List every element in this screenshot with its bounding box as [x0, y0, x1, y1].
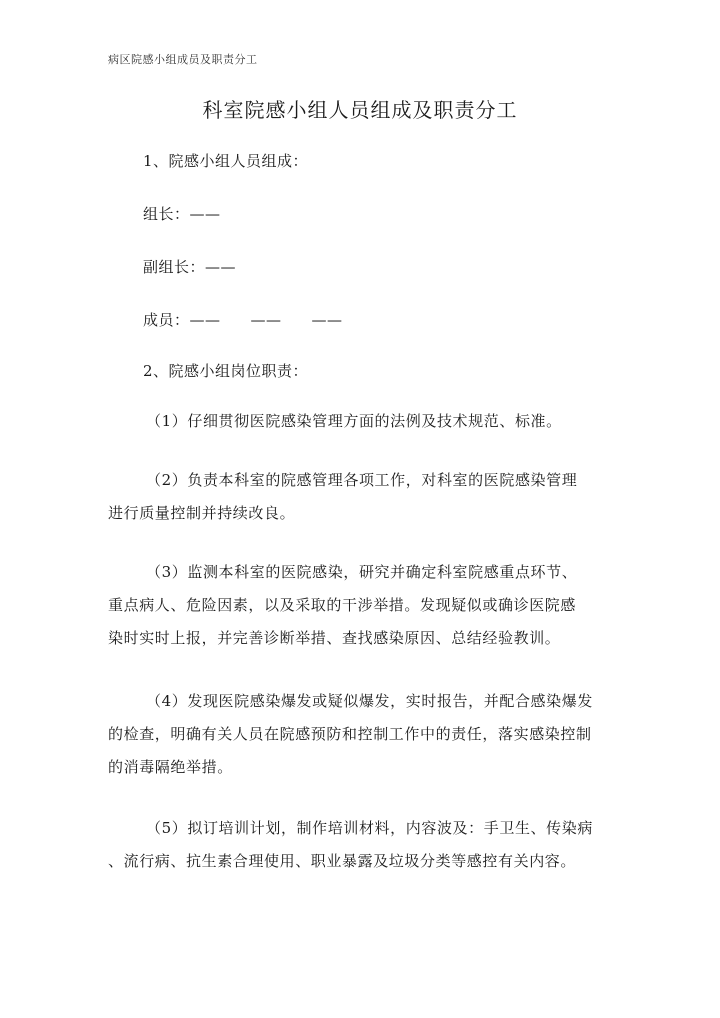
- duty-line: 的检查，明确有关人员在院感预防和控制工作中的责任，落实感染控制: [108, 725, 592, 743]
- duty-item-4: [108, 685, 608, 784]
- duty-line: （4）发现医院感染爆发或疑似爆发，实时报告，并配合感染爆发: [146, 692, 593, 710]
- leader-line: 组长：——: [143, 205, 221, 223]
- duty-item-1: [108, 405, 608, 438]
- member-placeholder: ——: [311, 311, 343, 329]
- section2-heading: 2、院感小组岗位职责：: [143, 362, 309, 380]
- duty-item-2: [108, 464, 608, 530]
- duty-item-5: [108, 812, 608, 878]
- member-placeholder: ——: [250, 311, 282, 329]
- duty-line: （3）监测本科室的医院感染，研究并确定科室院感重点环节、: [146, 563, 578, 581]
- section1-heading: 1、院感小组人员组成：: [143, 152, 309, 170]
- duty-line: 染时实时上报，并完善诊断举措、查找感染原因、总结经验教训。: [108, 629, 561, 647]
- members-line: [143, 309, 343, 330]
- header-note: 病区院感小组成员及职责分工: [108, 53, 258, 66]
- members-label: 成员：——: [143, 311, 221, 329]
- deputy-line: 副组长：——: [143, 258, 237, 276]
- duty-line: 的消毒隔绝举措。: [108, 758, 233, 776]
- duty-line: 、流行病、抗生素合理使用、职业暴露及垃圾分类等感控有关内容。: [108, 852, 577, 870]
- duty-line: （2）负责本科室的院感管理各项工作，对科室的医院感染管理: [146, 471, 578, 489]
- duty-line: 进行质量控制并持续改良。: [108, 504, 296, 522]
- duty-line: 重点病人、危险因素，以及采取的干涉举措。发现疑似或确诊医院感: [108, 596, 577, 614]
- duty-line: （1）仔细贯彻医院感染管理方面的法例及技术规范、标准。: [146, 412, 562, 430]
- document-title: 科室院感小组人员组成及职责分工: [202, 98, 518, 122]
- duty-item-3: [108, 556, 608, 655]
- duty-line: （5）拟订培训计划，制作培训材料，内容波及：手卫生、传染病: [146, 819, 593, 837]
